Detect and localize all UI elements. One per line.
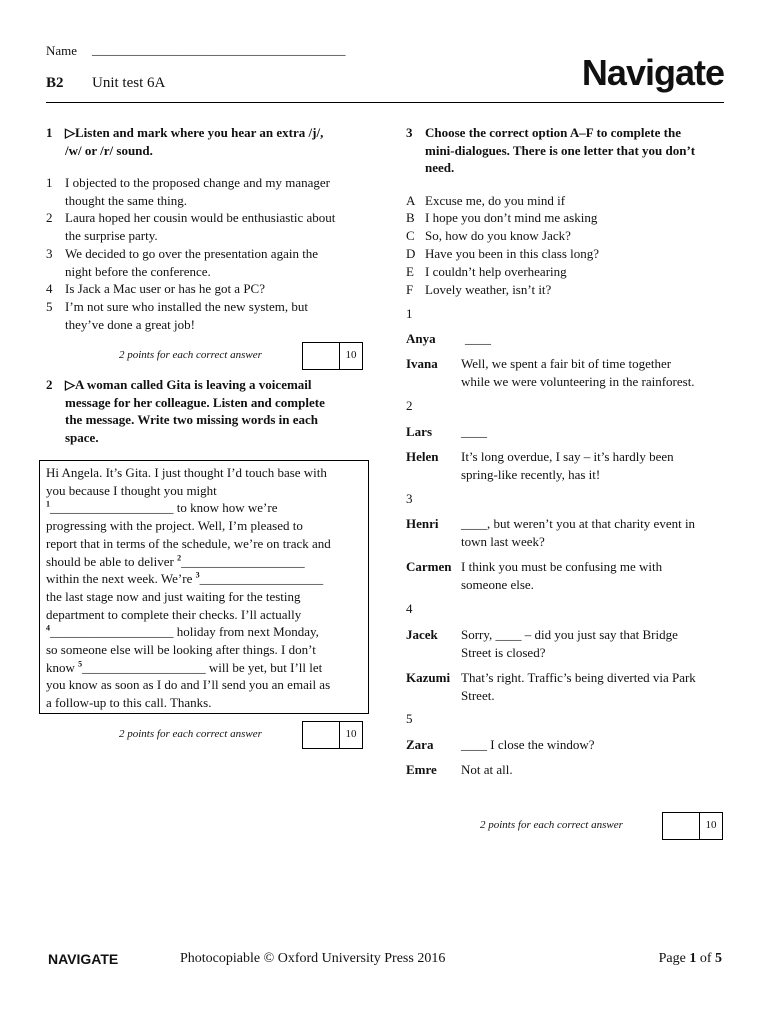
q1-points-text: 2 points for each correct answer <box>119 349 262 361</box>
q2-instruction-line: the message. Write two missing words in each <box>65 412 319 427</box>
message-line: you know as soon as I do and I’ll send you an email as <box>46 677 331 693</box>
dialogue-text: Well, we spent a fair bit of time together while we were volunteering in the rainforest. <box>461 356 695 389</box>
q1-item-number: 3 <box>46 246 53 261</box>
speaker-name: Jacek <box>406 627 438 642</box>
page-current: 1 <box>689 951 697 966</box>
message-line-gap-5[interactable]: know $^5$___________________ will be yet, but I’ll let <box>46 659 323 675</box>
navigate-logo: Navigate <box>581 52 724 93</box>
speaker-name: Emre <box>406 762 437 777</box>
message-line-gap-4[interactable]: $^4$___________________ holiday from next Monday, <box>46 624 319 640</box>
message-line-gap-2[interactable]: should be able to deliver $^2$___________________ <box>46 553 305 569</box>
q2-score-total: 10 <box>345 728 357 740</box>
q1-instruction-line1: ▷Listen and mark where you hear an extra /j/, <box>65 125 324 140</box>
message-line-gap-1[interactable]: $^1$___________________ to know how we’re <box>46 500 278 516</box>
q1-instruction-line2: /w/ or /r/ sound. <box>65 142 153 158</box>
message-line: a follow-up to this call. Thanks. <box>46 695 212 711</box>
speaker-name: Zara <box>406 737 434 752</box>
speaker-name: Lars <box>406 424 432 439</box>
page-indicator: Page 1 of 5 <box>658 951 722 966</box>
q1-heading <box>46 124 376 159</box>
q3-score-total: 10 <box>705 819 717 831</box>
q3-heading <box>406 124 726 177</box>
speaker-name: Anya <box>406 331 436 346</box>
name-label: Name <box>46 43 78 58</box>
level-label: B2 <box>46 75 64 91</box>
q2-score-box[interactable] <box>302 721 363 749</box>
q2-instruction-line: ▷A woman called Gita is leaving a voicemail <box>65 377 312 392</box>
q1-score-total: 10 <box>345 349 357 361</box>
dialogue-number: 2 <box>406 398 413 413</box>
dialogue-number: 1 <box>406 306 413 321</box>
q1-item-text[interactable]: I objected to the proposed change and my manager thought the same thing. <box>65 175 330 208</box>
message-line: department to complete their checks. I’ll actually <box>46 606 302 622</box>
dialogue-gap[interactable]: ____, but weren’t you at that charity event in town last week? <box>461 516 696 549</box>
q1-number: 1 <box>46 125 53 140</box>
page-total: 5 <box>715 951 722 966</box>
footer-brand: NAVIGATE <box>48 951 119 967</box>
name-line[interactable]: _______________________________________ <box>92 42 346 57</box>
q1-item-number: 1 <box>46 175 53 190</box>
dialogue-text: It’s long overdue, I say – it’s hardly been spring-like recently, has it! <box>461 449 674 482</box>
q2-heading <box>46 376 376 446</box>
q1-item-number: 5 <box>46 299 53 314</box>
q1-item-text[interactable]: Is Jack a Mac user or has he got a PC? <box>65 281 265 296</box>
gap-number: 5 <box>78 659 83 669</box>
q2-instruction-line: message for her colleague. Listen and complete <box>65 394 325 410</box>
dialogue-number: 4 <box>406 601 413 616</box>
q2-number: 2 <box>46 377 53 392</box>
gap-number: 3 <box>195 570 200 580</box>
speaker-name: Carmen <box>406 559 452 574</box>
q1-item-number: 2 <box>46 210 53 225</box>
dialogue-gap[interactable]: ____ <box>461 424 487 439</box>
speaker-name: Henri <box>406 516 439 531</box>
speaker-name: Helen <box>406 449 439 464</box>
header-divider <box>46 102 724 103</box>
q2-instruction-line: space. <box>65 429 99 445</box>
dialogue-number: 3 <box>406 491 413 506</box>
dialogue-gap[interactable]: Sorry, ____ – did you just say that Bridge Street is closed? <box>461 627 678 660</box>
message-line: report that in terms of the schedule, we’re on track and <box>46 535 331 551</box>
voicemail-message-box <box>39 460 369 714</box>
test-title: Unit test 6A <box>92 75 166 91</box>
q1-item-number: 4 <box>46 281 53 296</box>
q1-item-text[interactable]: I’m not sure who installed the new system, but they’ve done a great job! <box>65 299 308 332</box>
q3-number: 3 <box>406 125 413 140</box>
message-line: progressing with the project. Well, I’m pleased to <box>46 518 303 534</box>
dialogue-text: I think you must be confusing me with someone else. <box>461 559 663 592</box>
speaker-name: Ivana <box>406 356 438 371</box>
q1-score-box[interactable] <box>302 342 363 370</box>
dialogue-text: Not at all. <box>461 762 513 777</box>
q3-instruction-line: mini-dialogues. There is one letter that you don’t <box>425 142 696 158</box>
q3-points-text: 2 points for each correct answer <box>480 819 623 831</box>
message-line: Hi Angela. It’s Gita. I just thought I’d touch base with <box>46 465 327 480</box>
q2-points-text: 2 points for each correct answer <box>119 728 262 740</box>
gap-number: 1 <box>46 500 50 510</box>
message-line: so someone else will be looking after things. I don’t <box>46 642 316 658</box>
q1-item-text[interactable]: We decided to go over the presentation again the night before the conference. <box>65 246 319 279</box>
dialogue-text: That’s right. Traffic’s being diverted via Park Street. <box>461 670 696 703</box>
dialogue-gap[interactable]: ____ I close the window? <box>461 737 595 752</box>
gap-number: 4 <box>46 624 50 633</box>
speaker-name: Kazumi <box>406 670 451 685</box>
q3-instruction-line: need. <box>425 160 455 175</box>
q3-score-box[interactable] <box>662 812 723 840</box>
footer-copyright: Photocopiable © Oxford University Press 2016 <box>180 951 446 966</box>
q3-instruction-line: Choose the correct option A–F to complete the <box>425 125 681 140</box>
gap-number: 2 <box>177 553 182 563</box>
message-line-gap-3[interactable]: within the next week. We’re $^3$___________________ <box>46 570 324 587</box>
dialogue-gap[interactable]: ____ <box>465 331 491 346</box>
message-line: the last stage now and just waiting for the testing <box>46 588 301 604</box>
q1-item-text[interactable]: Laura hoped her cousin would be enthusiastic about the surprise party. <box>65 210 336 243</box>
message-line: you because I thought you might <box>46 482 217 498</box>
dialogue-number: 5 <box>406 711 413 726</box>
